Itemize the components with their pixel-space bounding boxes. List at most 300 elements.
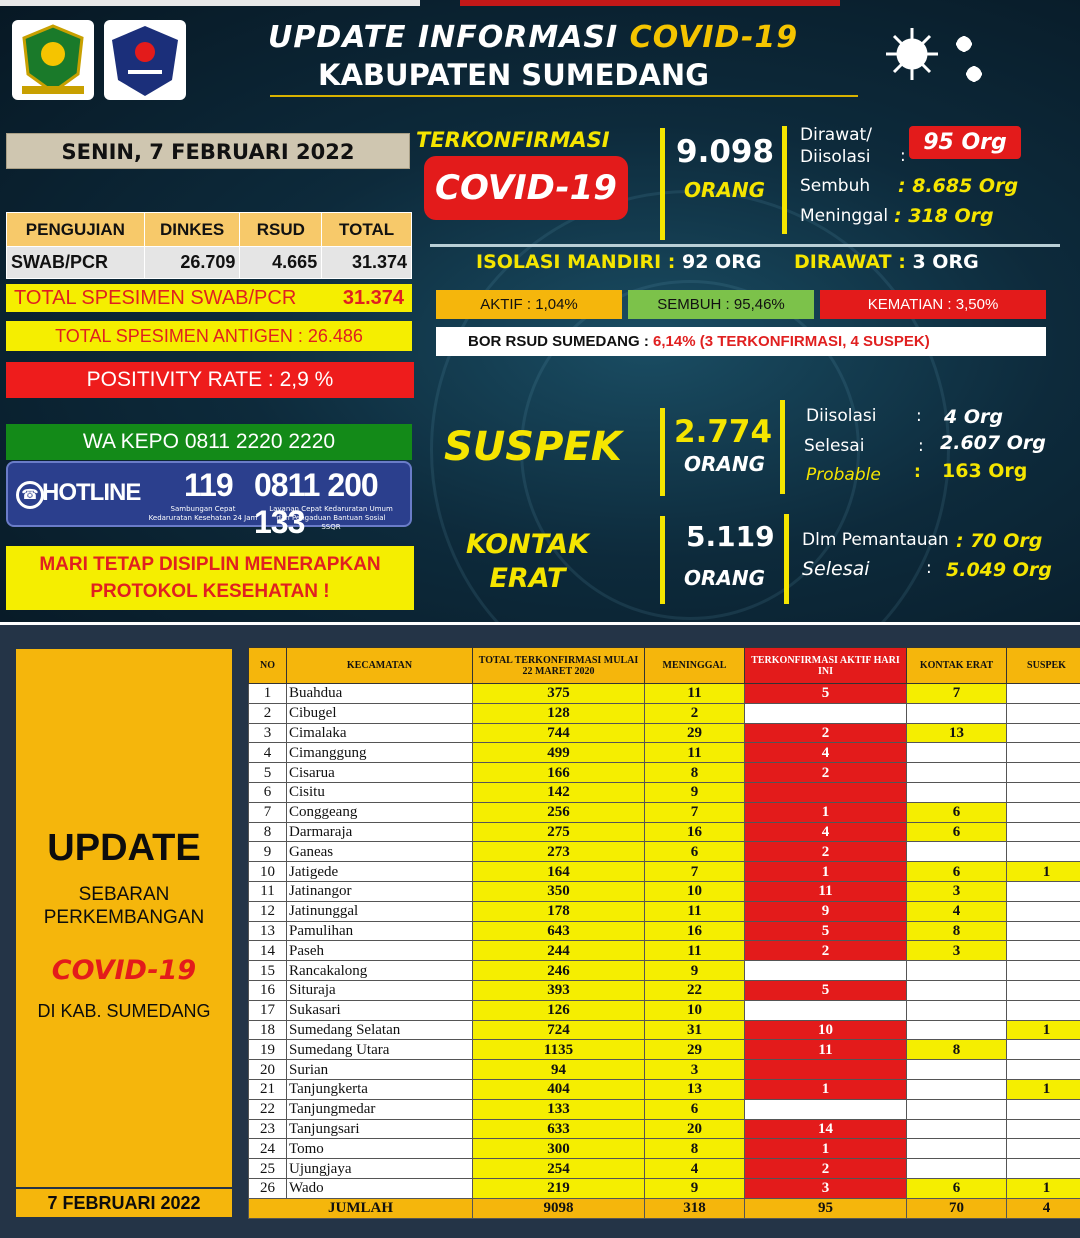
table-cell: 11 [745, 1040, 907, 1060]
table-cell: 724 [473, 1020, 645, 1040]
table-cell: 29 [645, 723, 745, 743]
table-cell: 9 [249, 842, 287, 862]
table-cell: Tanjungkerta [287, 1079, 473, 1099]
table-cell [907, 1159, 1007, 1179]
kematian-pct: KEMATIAN : 3,50% [820, 290, 1046, 319]
table-cell: Surian [287, 1060, 473, 1080]
hotline-banner [6, 461, 412, 540]
table-cell: 7 [249, 802, 287, 822]
table-cell [1007, 743, 1080, 763]
kabupaten-label: DI KAB. SUMEDANG [37, 1001, 211, 1021]
table-cell: 24 [249, 1139, 287, 1159]
table-cell: 8 [645, 1139, 745, 1159]
testing-header: DINKES [144, 213, 240, 247]
suspek-label: SUSPEK [444, 424, 622, 470]
table-row [249, 921, 1080, 941]
district-panel [0, 625, 1080, 1238]
table-cell [907, 1020, 1007, 1040]
kontak-erat-label: KONTAK ERAT [466, 529, 589, 594]
table-row [249, 862, 1080, 882]
testing-table [6, 212, 412, 279]
hotline-number-119: 119 [184, 467, 233, 503]
colon: : [926, 558, 932, 578]
table-cell: Cisitu [287, 782, 473, 802]
kontak-total: 5.119 [686, 520, 775, 553]
terkonfirmasi-label: TERKONFIRMASI [416, 128, 610, 152]
table-cell: 11 [645, 684, 745, 704]
table-cell: 219 [473, 1178, 645, 1198]
table-cell: 6 [645, 842, 745, 862]
table-cell: 9 [645, 782, 745, 802]
table-cell [1007, 782, 1080, 802]
table-cell: 164 [473, 862, 645, 882]
table-cell: 94 [473, 1060, 645, 1080]
jumlah-cell: 95 [745, 1198, 907, 1218]
table-cell: 126 [473, 1000, 645, 1020]
table-row [249, 1119, 1080, 1139]
dirawat-label: Dirawat/ Diisolasi [800, 125, 872, 167]
table-cell [907, 961, 1007, 981]
table-cell: 9 [645, 1178, 745, 1198]
diisolasi-value: 4 Org [944, 406, 1003, 428]
table-cell [745, 782, 907, 802]
title-underline [270, 95, 858, 97]
table-cell [1007, 842, 1080, 862]
table-cell: 1 [745, 1079, 907, 1099]
table-row [249, 842, 1080, 862]
table-cell: 244 [473, 941, 645, 961]
table-cell: 13 [645, 1079, 745, 1099]
table-cell: 11 [645, 743, 745, 763]
swab-label: SWAB/PCR [7, 247, 145, 279]
probable-label: Probable [806, 465, 881, 485]
table-cell [745, 1060, 907, 1080]
table-cell: Tomo [287, 1139, 473, 1159]
table-cell: 1 [745, 862, 907, 882]
selesai-value: 2.607 Org [940, 432, 1046, 454]
table-cell [1007, 684, 1080, 704]
sembuh-pct: SEMBUH : 95,46% [628, 290, 814, 319]
hotline-0811-desc: Layanan Cepat Kedaruratan Umum dan Pengaduan Bantuan Sosial SSQR [269, 505, 393, 531]
table-cell: 7 [645, 802, 745, 822]
table-cell: 375 [473, 684, 645, 704]
table-cell: 404 [473, 1079, 645, 1099]
dirawat-total: DIRAWAT : 3 ORG [794, 251, 979, 273]
table-cell [907, 703, 1007, 723]
table-cell: 20 [645, 1119, 745, 1139]
table-cell: 256 [473, 802, 645, 822]
col-header: KECAMATAN [287, 648, 473, 684]
table-cell: 142 [473, 782, 645, 802]
table-cell [907, 842, 1007, 862]
table-cell: Cimalaka [287, 723, 473, 743]
table-cell: 4 [249, 743, 287, 763]
table-cell: 3 [907, 941, 1007, 961]
positivity-bar: POSITIVITY RATE : 2,9 % [6, 362, 414, 398]
table-cell: Buahdua [287, 684, 473, 704]
pemantauan-value: : 70 Org [956, 530, 1043, 552]
jumlah-cell: 70 [907, 1198, 1007, 1218]
table-cell [1007, 941, 1080, 961]
table-cell: 350 [473, 881, 645, 901]
table-cell [745, 961, 907, 981]
table-cell: 20 [249, 1060, 287, 1080]
table-cell: 13 [907, 723, 1007, 743]
table-cell: 7 [907, 684, 1007, 704]
table-cell: 6 [645, 1099, 745, 1119]
table-cell: 11 [645, 941, 745, 961]
table-row [249, 941, 1080, 961]
covid-label: COVID-19 [51, 955, 197, 986]
divider [780, 400, 785, 494]
table-row [249, 802, 1080, 822]
table-cell: 16 [249, 980, 287, 1000]
col-header: MENINGGAL [645, 648, 745, 684]
table-cell: 273 [473, 842, 645, 862]
table-cell: 21 [249, 1079, 287, 1099]
col-header: TERKONFIRMASI AKTIF HARI INI [745, 648, 907, 684]
table-cell: Jatinangor [287, 881, 473, 901]
table-row [249, 1079, 1080, 1099]
sembuh-value: : 8.685 Org [898, 175, 1019, 197]
table-cell [745, 1000, 907, 1020]
table-row [249, 1000, 1080, 1020]
pemantauan-label: Dlm Pemantauan [802, 530, 949, 550]
table-cell: 643 [473, 921, 645, 941]
table-cell: 1 [745, 802, 907, 822]
table-cell: 2 [745, 842, 907, 862]
sebaran-text: SEBARAN PERKEMBANGAN [43, 884, 205, 928]
table-cell: 5 [249, 763, 287, 783]
table-cell: 166 [473, 763, 645, 783]
table-cell: 1 [745, 1139, 907, 1159]
table-cell [1007, 1099, 1080, 1119]
table-cell: 6 [907, 802, 1007, 822]
table-cell [907, 1139, 1007, 1159]
table-cell: 13 [249, 921, 287, 941]
jumlah-cell: 318 [645, 1198, 745, 1218]
table-cell: 15 [249, 961, 287, 981]
table-cell [745, 703, 907, 723]
table-cell: 10 [645, 881, 745, 901]
table-cell: Cisarua [287, 763, 473, 783]
aktif-pct: AKTIF : 1,04% [436, 290, 622, 319]
table-cell: 6 [907, 1178, 1007, 1198]
swab-rsud: 4.665 [240, 247, 322, 279]
table-cell: Sumedang Selatan [287, 1020, 473, 1040]
divider [660, 516, 665, 604]
table-cell [907, 1119, 1007, 1139]
table-cell: Tanjungsari [287, 1119, 473, 1139]
dirawat-value: 95 Org [909, 126, 1021, 159]
colon: : [916, 406, 922, 426]
col-header: KONTAK ERAT [907, 648, 1007, 684]
table-cell [1007, 1060, 1080, 1080]
table-cell [907, 1079, 1007, 1099]
table-cell [1007, 1040, 1080, 1060]
suspek-unit: ORANG [684, 452, 766, 476]
table-cell: 11 [249, 881, 287, 901]
hotline-number-0811: 0811 200 133 [254, 467, 378, 540]
virus-icon [880, 22, 990, 96]
table-cell: 8 [249, 822, 287, 842]
covid-badge: COVID-19 [424, 156, 628, 220]
table-cell: Jatigede [287, 862, 473, 882]
table-cell: 8 [907, 1040, 1007, 1060]
table-cell: 246 [473, 961, 645, 981]
table-cell [1007, 723, 1080, 743]
top-strip [0, 0, 420, 6]
table-cell [907, 743, 1007, 763]
table-cell: Jatinunggal [287, 901, 473, 921]
jumlah-cell: 4 [1007, 1198, 1080, 1218]
table-cell: 5 [745, 684, 907, 704]
table-cell: 4 [907, 901, 1007, 921]
dirawat-colon: : [900, 146, 906, 166]
testing-header: RSUD [240, 213, 322, 247]
isolasi-mandiri: ISOLASI MANDIRI : 92 ORG [476, 251, 762, 273]
table-cell: Tanjungmedar [287, 1099, 473, 1119]
table-cell [907, 1099, 1007, 1119]
table-cell: Wado [287, 1178, 473, 1198]
page-subtitle: KABUPATEN SUMEDANG [318, 58, 710, 92]
table-row [249, 1060, 1080, 1080]
table-cell: 23 [249, 1119, 287, 1139]
table-cell: 14 [745, 1119, 907, 1139]
page-title: UPDATE INFORMASI COVID-19 [268, 20, 799, 55]
table-cell: 7 [645, 862, 745, 882]
hotline-119-desc: Sambungan Cepat Kedaruratan Kesehatan 24 Jam [148, 505, 258, 522]
table-row [249, 782, 1080, 802]
table-cell: Cimanggung [287, 743, 473, 763]
table-row [249, 1040, 1080, 1060]
table-cell: 17 [249, 1000, 287, 1020]
table-row [249, 703, 1080, 723]
table-row [249, 763, 1080, 783]
jumlah-cell: 9098 [473, 1198, 645, 1218]
table-row [249, 961, 1080, 981]
table-cell: Conggeang [287, 802, 473, 822]
table-cell: 275 [473, 822, 645, 842]
confirmed-total: 9.098 [676, 134, 775, 170]
suspek-total: 2.774 [674, 414, 773, 450]
table-cell [1007, 1159, 1080, 1179]
table-cell: 744 [473, 723, 645, 743]
table-cell: 2 [745, 1159, 907, 1179]
table-cell: 11 [645, 901, 745, 921]
table-cell: 1 [1007, 862, 1080, 882]
satgas-covid-logo [104, 20, 186, 100]
swab-dinkes: 26.709 [144, 247, 240, 279]
table-cell: 4 [745, 822, 907, 842]
table-cell: 5 [745, 980, 907, 1000]
table-cell: 10 [645, 1000, 745, 1020]
table-cell: 1 [1007, 1178, 1080, 1198]
table-row [249, 723, 1080, 743]
col-header: NO [249, 648, 287, 684]
table-cell: 10 [249, 862, 287, 882]
side-date: 7 FEBRUARI 2022 [16, 1189, 232, 1217]
table-cell [1007, 881, 1080, 901]
table-cell: 14 [249, 941, 287, 961]
table-cell: 10 [745, 1020, 907, 1040]
colon: : [914, 462, 921, 482]
table-cell: 499 [473, 743, 645, 763]
table-cell: Paseh [287, 941, 473, 961]
district-table [248, 647, 1080, 1219]
meninggal-label: Meninggal [800, 206, 889, 226]
table-row [249, 901, 1080, 921]
table-row [249, 1159, 1080, 1179]
table-cell: 31 [645, 1020, 745, 1040]
date-banner: SENIN, 7 FEBRUARI 2022 [6, 133, 410, 169]
col-header: TOTAL TERKONFIRMASI MULAI 22 MARET 2020 [473, 648, 645, 684]
table-cell: Darmaraja [287, 822, 473, 842]
table-row [249, 980, 1080, 1000]
table-cell: 4 [745, 743, 907, 763]
total-spesimen-bar [6, 284, 412, 312]
jumlah-label: JUMLAH [249, 1198, 473, 1218]
diisolasi-label: Diisolasi [806, 406, 877, 426]
table-cell: 9 [645, 961, 745, 981]
table-cell: 2 [645, 703, 745, 723]
kontak-selesai-label: Selesai [802, 558, 870, 580]
table-cell: 4 [645, 1159, 745, 1179]
table-cell [745, 1099, 907, 1119]
sumedang-logo [12, 20, 94, 100]
table-cell: 6 [249, 782, 287, 802]
table-cell: 254 [473, 1159, 645, 1179]
table-cell: 5 [745, 921, 907, 941]
table-cell: 2 [745, 723, 907, 743]
table-cell: 29 [645, 1040, 745, 1060]
table-cell: 16 [645, 921, 745, 941]
table-cell: Cibugel [287, 703, 473, 723]
table-cell: 2 [249, 703, 287, 723]
table-cell [1007, 703, 1080, 723]
table-cell: 22 [249, 1099, 287, 1119]
swab-total: 31.374 [322, 247, 412, 279]
table-cell [1007, 980, 1080, 1000]
confirmed-unit: ORANG [684, 178, 766, 202]
table-cell [1007, 1119, 1080, 1139]
table-cell: 133 [473, 1099, 645, 1119]
testing-header: TOTAL [322, 213, 412, 247]
table-row [249, 684, 1080, 704]
table-cell: 128 [473, 703, 645, 723]
table-cell: 3 [745, 1178, 907, 1198]
update-heading: UPDATE [47, 827, 201, 869]
probable-value: 163 Org [942, 460, 1028, 482]
table-cell: 3 [249, 723, 287, 743]
table-cell: Sukasari [287, 1000, 473, 1020]
table-row [249, 822, 1080, 842]
table-cell [907, 980, 1007, 1000]
table-cell: 3 [907, 881, 1007, 901]
table-cell: Ujungjaya [287, 1159, 473, 1179]
table-cell: 300 [473, 1139, 645, 1159]
table-cell: 9 [745, 901, 907, 921]
table-cell: Situraja [287, 980, 473, 1000]
table-cell: 6 [907, 822, 1007, 842]
table-cell: Sumedang Utara [287, 1040, 473, 1060]
bor-rsud: BOR RSUD SUMEDANG : 6,14% (3 TERKONFIRMASI, 4 SUSPEK) [436, 327, 1046, 356]
table-cell: 1 [1007, 1079, 1080, 1099]
table-cell: 25 [249, 1159, 287, 1179]
table-row [249, 743, 1080, 763]
table-cell: Ganeas [287, 842, 473, 862]
table-cell [1007, 921, 1080, 941]
table-cell: 8 [645, 763, 745, 783]
table-cell: 18 [249, 1020, 287, 1040]
table-cell [1007, 901, 1080, 921]
divider [782, 126, 787, 234]
table-cell: 11 [745, 881, 907, 901]
selesai-label: Selesai [804, 436, 865, 456]
table-cell: Pamulihan [287, 921, 473, 941]
table-cell [907, 782, 1007, 802]
table-cell: 1 [1007, 1020, 1080, 1040]
table-cell: 16 [645, 822, 745, 842]
divider [430, 244, 1060, 247]
protokol-banner: MARI TETAP DISIPLIN MENERAPKAN PROTOKOL KESEHATAN ! [6, 546, 414, 610]
antigen-bar: TOTAL SPESIMEN ANTIGEN : 26.486 [6, 321, 412, 351]
table-cell [1007, 1139, 1080, 1159]
colon: : [918, 436, 924, 456]
table-cell: 19 [249, 1040, 287, 1060]
table-cell: 2 [745, 763, 907, 783]
table-cell: 393 [473, 980, 645, 1000]
table-cell: 178 [473, 901, 645, 921]
table-row [249, 1099, 1080, 1119]
kontak-selesai-value: 5.049 Org [946, 559, 1052, 581]
table-cell [1007, 763, 1080, 783]
divider [784, 514, 789, 604]
wa-kepo-bar: WA KEPO 0811 2220 2220 [6, 424, 412, 460]
table-cell: 12 [249, 901, 287, 921]
table-cell: 3 [645, 1060, 745, 1080]
testing-header: PENGUJIAN [7, 213, 145, 247]
phone-icon: ☎ [16, 481, 44, 509]
table-row [249, 881, 1080, 901]
table-cell [907, 1060, 1007, 1080]
divider [660, 128, 665, 240]
meninggal-value: : 318 Org [894, 205, 994, 227]
table-cell [907, 1000, 1007, 1020]
kontak-unit: ORANG [684, 566, 766, 590]
table-cell [1007, 1000, 1080, 1020]
jumlah-row [249, 1198, 1080, 1218]
table-cell [1007, 802, 1080, 822]
table-cell: 6 [907, 862, 1007, 882]
hotline-label: HOTLINE [42, 479, 141, 506]
table-cell: 22 [645, 980, 745, 1000]
col-header: SUSPEK [1007, 648, 1080, 684]
total-spesimen-value: 31.374 [342, 287, 404, 309]
table-cell [1007, 822, 1080, 842]
sembuh-label: Sembuh [800, 176, 871, 196]
table-row [249, 1178, 1080, 1198]
table-cell: 26 [249, 1178, 287, 1198]
table-cell [1007, 961, 1080, 981]
table-cell: 2 [745, 941, 907, 961]
top-strip [460, 0, 840, 6]
table-row [249, 1020, 1080, 1040]
table-cell: 1 [249, 684, 287, 704]
table-cell: 1135 [473, 1040, 645, 1060]
table-row [249, 1139, 1080, 1159]
divider [660, 408, 665, 496]
